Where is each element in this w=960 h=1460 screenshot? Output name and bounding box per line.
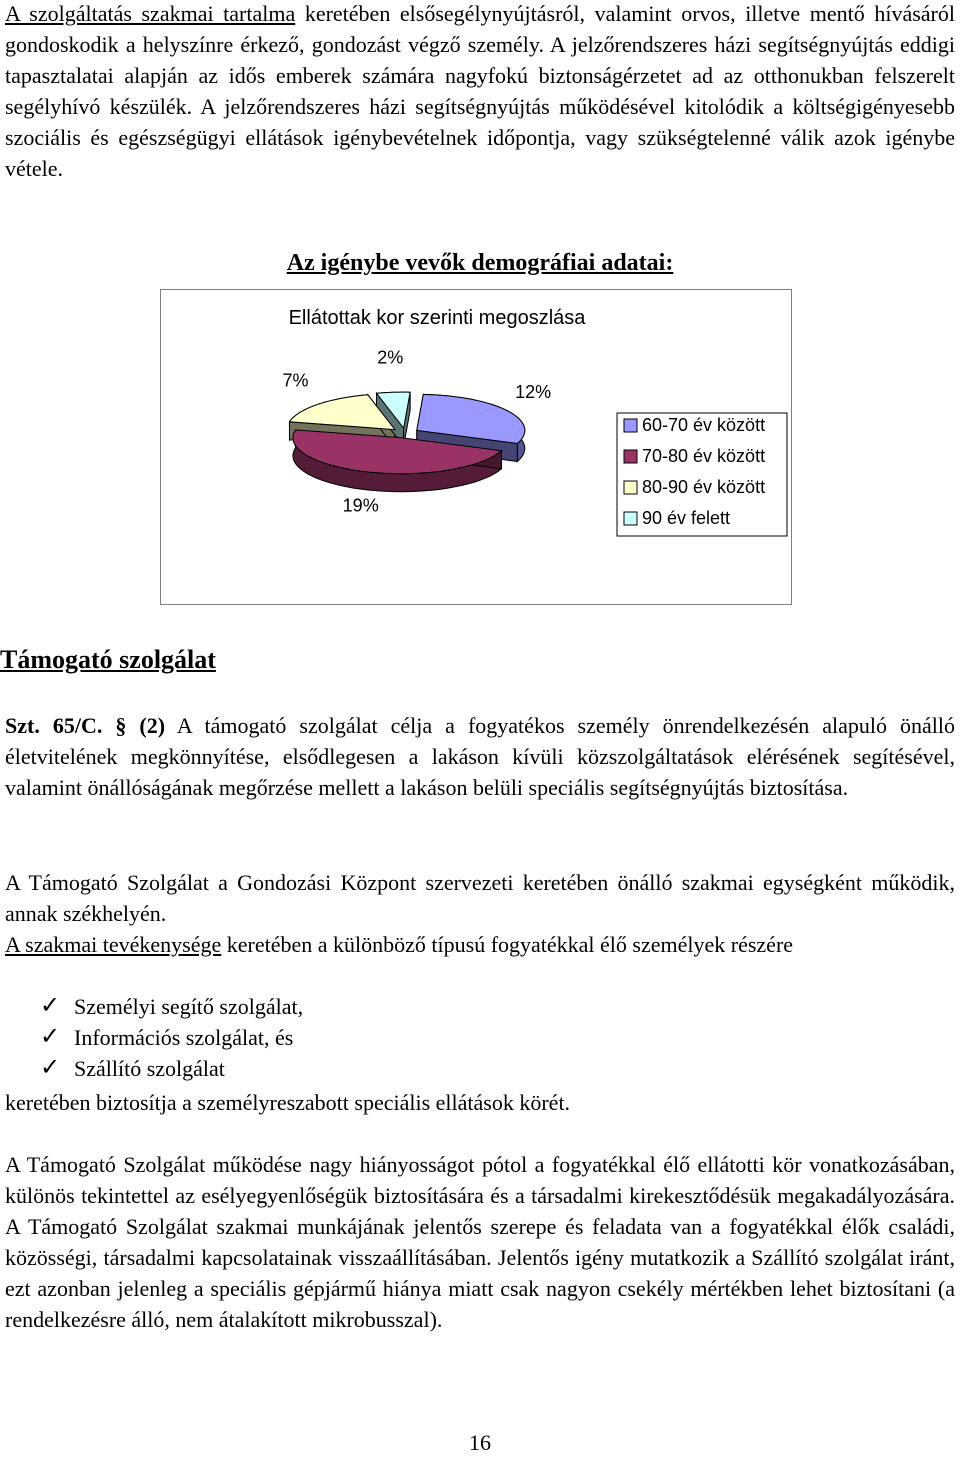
paragraph-text: keretében a különböző típusú fogyatékkal élő személyek részére: [221, 932, 794, 957]
paragraph-organization: A Támogató Szolgálat a Gondozási Központ szervezeti keretében önálló szakmai egységként működik, annak székhelyén.: [5, 870, 955, 926]
data-label: 19%: [342, 495, 379, 516]
pie-chart: [160, 289, 792, 605]
data-label: 12%: [515, 382, 552, 403]
list-item: ✓ Személyi segítő szolgálat,: [40, 991, 303, 1022]
legend-entry: 90 év felett: [642, 508, 731, 528]
section-heading: Támogató szolgálat: [0, 645, 216, 674]
list-item: ✓ Szállító szolgálat: [40, 1053, 303, 1084]
paragraph-closing: keretében biztosítja a személyreszabott speciális ellátások körét.: [5, 1090, 571, 1115]
paragraph-importance: A Támogató Szolgálat működése nagy hiányosságot pótol a fogyatékkal élő ellátotti kör vonatkozásában, különös tekintettel az esélyegyenlőségük biztosítására és a társadalmi kirekesztődésük megakadályozására. A Támogató Szolgálat szakmai munkájának jelentős szerepe és feladata van a fogyatékkal élők családi, közösségi, társadalmi kapcsolatainak visszaállításában. Jelentős igény mutatkozik a Szállító szolgálat iránt, ezt azonban jelenleg a speciális gépjármű hiánya miatt csak nagyon csekély mértékben lehet biztosítani (a rendelkezésre álló, nem átalakított mikrobusszal).: [5, 1152, 955, 1332]
paragraph-text: A támogató szolgálat célja a fogyatékos személy önrendelkezésén alapuló önálló életvitelének megkönnyítése, elsődlegesen a lakáson kívüli közszolgáltatások elérésének segítésével, valamint önállóságának megőrzése mellett a lakáson belüli speciális segítségnyújtás biztosítása.: [5, 713, 955, 800]
list-item: ✓ Információs szolgálat, és: [40, 1022, 303, 1053]
legend: [617, 413, 787, 536]
chart-title: Ellátottak kor szerinti megoszlása: [288, 307, 586, 329]
legend-entry: 70-80 év között: [642, 446, 766, 466]
paragraph-alarm-service: [5, 0, 955, 184]
pie-slices: [289, 392, 524, 492]
data-label: 7%: [282, 370, 309, 391]
legend-swatch: [624, 512, 637, 525]
paragraph-support-goal: [5, 710, 955, 803]
data-label: 2%: [377, 347, 404, 368]
underlined-phrase: A szakmai tevékenysége: [5, 932, 222, 957]
law-reference: Szt. 65/C. § (2): [5, 713, 166, 738]
paragraph-text: keretében elsősegélynyújtásról, valamint orvos, illetve mentő hívásáról gondoskodik a helyszínre érkező, gondozást végző személy. A jelzőrendszeres házi segítségnyújtás eddigi tapasztalatai alapján az idős emberek számára nagyfokú biztonságérzetet ad az otthonukban felszerelt segélyhívó készülék. A jelzőrendszeres házi segítségnyújtás működésével kitolódik a költségigényesebb szociális és egészségügyi ellátások igénybevételnek időpontja, vagy szükségtelenné válik azok igénybe vétele.: [5, 1, 955, 181]
legend-entry: 60-70 év között: [642, 415, 766, 435]
chart-canvas: [161, 290, 793, 606]
chart-heading: Az igénybe vevők demográfiai adatai:: [286, 250, 674, 276]
legend-swatch: [624, 450, 637, 463]
checkmark-icon: ✓: [40, 993, 61, 1019]
legend-swatch: [624, 419, 637, 432]
underlined-phrase: A szolgáltatás szakmai tartalma: [5, 1, 296, 26]
checkmark-icon: ✓: [40, 1055, 61, 1081]
legend-swatch: [624, 481, 637, 494]
checkmark-icon: ✓: [40, 1024, 61, 1050]
page-number: 16: [469, 1430, 491, 1455]
service-list: [40, 991, 303, 1084]
legend-entry: 80-90 év között: [642, 477, 766, 497]
paragraph-activities: [5, 929, 955, 960]
